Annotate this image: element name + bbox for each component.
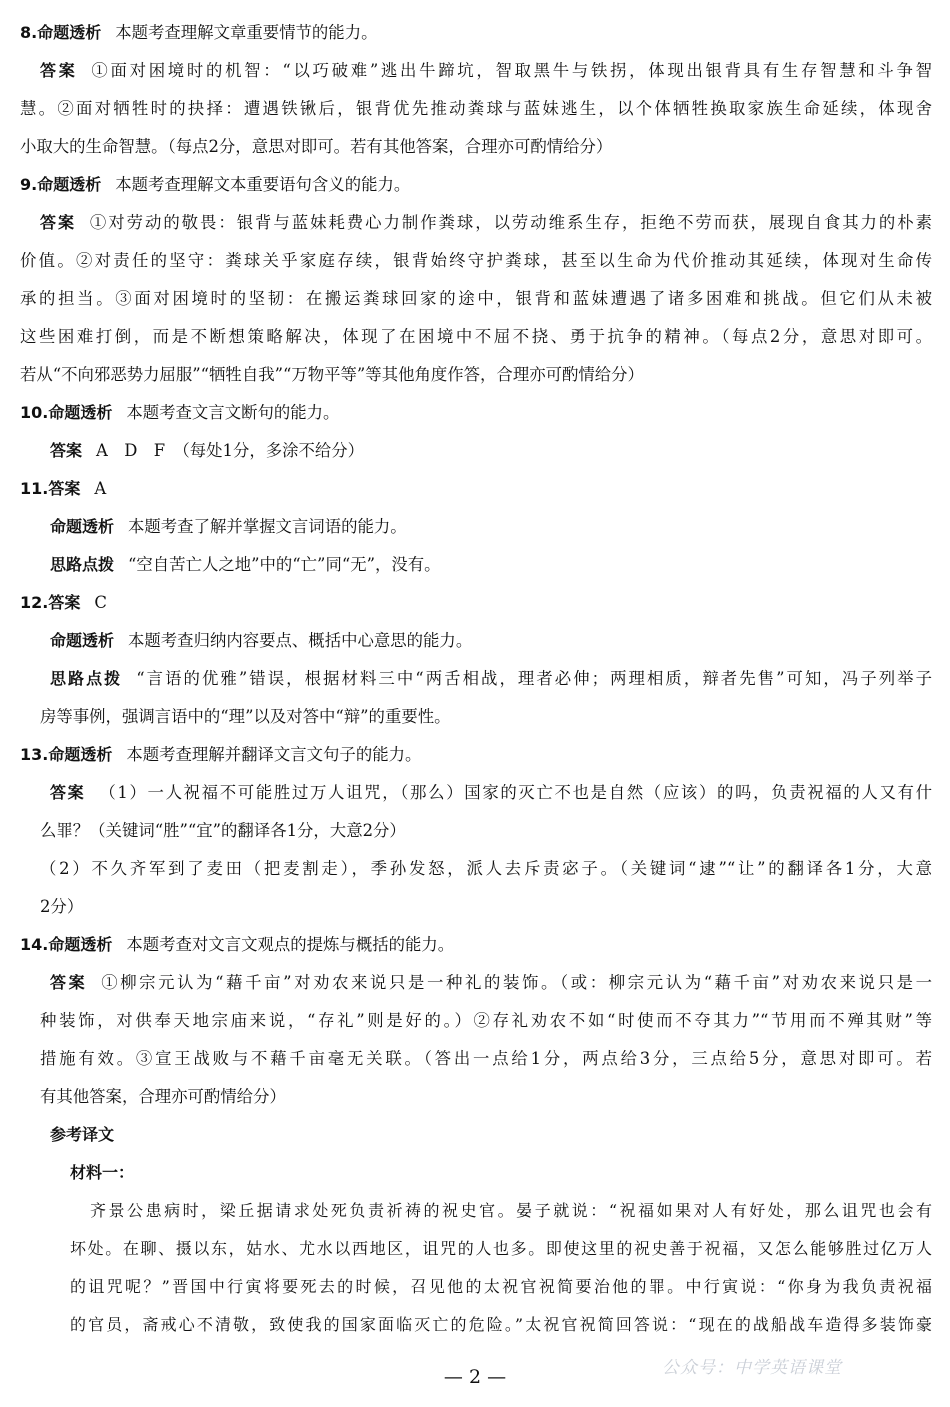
text-line	[20, 470, 932, 508]
section-label: 材料一：	[70, 1163, 135, 1182]
section-label: 答案	[40, 61, 78, 80]
question-number: 8.	[20, 23, 38, 42]
section-label: 答案	[48, 479, 81, 498]
line-text: “空自苦亡人之地”中的“亡”同“无”，没有。	[128, 555, 441, 574]
text-line	[20, 1116, 932, 1154]
section-label: 思路点拨	[50, 669, 123, 688]
text-line	[20, 774, 932, 812]
text-line	[20, 736, 932, 774]
text-line	[20, 1268, 932, 1306]
text-line	[20, 584, 932, 622]
line-text: 承的担当。③面对困境时的坚韧：在搬运粪球回家的途中，银背和蓝妹遭遇了诸多困难和挑战。但它们从未被	[20, 289, 932, 308]
text-line	[20, 1230, 932, 1268]
text-line	[20, 432, 932, 470]
text-line	[20, 1306, 932, 1344]
section-label: 命题透析	[48, 745, 113, 764]
section-label: 命题透析	[50, 517, 115, 536]
text-line	[20, 964, 932, 1002]
line-text: 措施有效。③宣王战败与不藉千亩毫无关联。（答出一点给1分，两点给3分，三点给5分，意思对即可。若	[40, 1049, 932, 1068]
text-line	[20, 926, 932, 964]
line-text: C	[94, 593, 107, 612]
section-label: 命题透析	[48, 935, 113, 954]
line-text: 本题考查了解并掌握文言词语的能力。	[128, 517, 407, 536]
line-text: 本题考查理解文本重要语句含义的能力。	[115, 175, 411, 194]
section-label: 答案	[40, 213, 76, 232]
line-text: 的官员，斋戒心不清敬，致使我的国家面临灭亡的危险。”太祝官祝简回答说：“现在的战船战车造得多装饰豪	[70, 1315, 932, 1334]
text-line	[20, 660, 932, 698]
question-number: 10.	[20, 403, 49, 422]
text-line	[20, 1002, 932, 1040]
section-label: 命题透析	[50, 631, 115, 650]
line-text: ①对劳动的敬畏：银背与蓝妹耗费心力制作粪球，以劳动维系生存，拒绝不劳而获，展现自食其力的朴素	[89, 213, 932, 232]
line-text: 坏处。在聊、摄以东，姑水、尤水以西地区，诅咒的人也多。即使这里的祝史善于祝福，又怎么能够胜过亿万人	[70, 1239, 932, 1258]
line-text: 房等事例，强调言语中的“理”以及对答中“辩”的重要性。	[40, 707, 451, 726]
question-number: 9.	[20, 175, 38, 194]
text-line	[20, 128, 932, 166]
text-line	[20, 1040, 932, 1078]
line-text: 本题考查理解文章重要情节的能力。	[115, 23, 378, 42]
line-text: 本题考查文言文断句的能力。	[126, 403, 340, 422]
line-text: （1）一人祝福不可能胜过万人诅咒，（那么）国家的灭亡不也是自然（应该）的吗，负责祝福的人又有什	[99, 783, 932, 802]
text-line	[20, 318, 932, 356]
text-line	[20, 90, 932, 128]
text-line	[20, 1192, 932, 1230]
section-label: 命题透析	[37, 175, 102, 194]
text-line	[20, 812, 932, 850]
text-line	[20, 698, 932, 736]
text-line	[20, 204, 932, 242]
text-line	[20, 14, 932, 52]
section-label: 命题透析	[37, 23, 102, 42]
line-text: A	[94, 479, 107, 498]
question-number: 14.	[20, 935, 49, 954]
line-text: 本题考查对文言文观点的提炼与概括的能力。	[126, 935, 455, 954]
line-text: A D F （每处1分，多涂不给分）	[96, 441, 365, 460]
line-text: 2分）	[40, 897, 84, 916]
text-line	[20, 280, 932, 318]
line-text: 这些困难打倒，而是不断想策略解决，体现了在困境中不屈不挠、勇于抗争的精神。（每点2分，意思对即可。	[20, 327, 932, 346]
text-line	[20, 394, 932, 432]
line-text: 价值。②对责任的坚守：粪球关乎家庭存续，银背始终守护粪球，甚至以生命为代价推动其延续，体现对生命传	[20, 251, 932, 270]
line-text: （2）不久齐军到了麦田（把麦割走），季孙发怒，派人去斥责宓子。（关键词“逮”“让”的翻译各1分，大意	[40, 859, 932, 878]
question-number: 13.	[20, 745, 49, 764]
line-text: 种装饰，对供奉天地宗庙来说，“存礼”则是好的。）②存礼劝农不如“时使而不夺其力”“节用而不殚其财”等	[40, 1011, 932, 1030]
text-line	[20, 356, 932, 394]
question-number: 11.	[20, 479, 49, 498]
section-label: 命题透析	[48, 403, 113, 422]
line-text: 本题考查归纳内容要点、概括中心意思的能力。	[128, 631, 473, 650]
line-text: ①面对困境时的机智：“以巧破难”逃出牛蹄坑，智取黑牛与铁拐，体现出银背具有生存智慧和斗争智	[91, 61, 932, 80]
text-line	[20, 888, 932, 926]
line-text: 本题考查理解并翻译文言文句子的能力。	[126, 745, 422, 764]
line-text: 慧。②面对牺牲时的抉择：遭遇铁锹后，银背优先推动粪球与蓝妹逃生，以个体牺牲换取家族生命延续，体现舍	[20, 99, 932, 118]
text-line	[20, 546, 932, 584]
text-line	[20, 1078, 932, 1116]
section-label: 思路点拨	[50, 555, 115, 574]
section-label: 答案	[50, 973, 88, 992]
line-text: 小取大的生命智慧。（每点2分，意思对即可。若有其他答案，合理亦可酌情给分）	[20, 137, 613, 156]
section-label: 参考译文	[50, 1125, 115, 1144]
text-line	[20, 166, 932, 204]
section-label: 答案	[50, 441, 83, 460]
line-text: ①柳宗元认为“藉千亩”对劝农来说只是一种礼的装饰。（或：柳宗元认为“藉千亩”对劝农来说只是一	[101, 973, 932, 992]
line-text: “言语的优雅”错误，根据材料三中“两舌相战，理者必伸；两理相质，辩者先售”可知，冯子列举子	[136, 669, 932, 688]
text-line	[20, 242, 932, 280]
text-line	[20, 52, 932, 90]
line-text: 么罪？（关键词“胜”“宜”的翻译各1分，大意2分）	[40, 821, 406, 840]
document-body	[20, 14, 932, 1344]
page-number: — 2 —	[443, 1366, 507, 1388]
line-text: 的诅咒呢？”晋国中行寅将要死去的时候，召见他的太祝官祝简要治他的罪。中行寅说：“你身为我负责祝福	[70, 1277, 932, 1296]
watermark: 公众号：中学英语课堂	[662, 1358, 842, 1378]
section-label: 答案	[50, 783, 86, 802]
text-line	[20, 850, 932, 888]
line-text: 若从“不向邪恶势力屈服”“牺牲自我”“万物平等”等其他角度作答，合理亦可酌情给分）	[20, 365, 644, 384]
text-line	[20, 622, 932, 660]
line-text: 齐景公患病时，梁丘据请求处死负责祈祷的祝史官。晏子就说：“祝福如果对人有好处，那么诅咒也会有	[90, 1201, 932, 1220]
text-line	[20, 508, 932, 546]
line-text: 有其他答案，合理亦可酌情给分）	[40, 1087, 286, 1106]
text-line	[20, 1154, 932, 1192]
section-label: 答案	[48, 593, 81, 612]
question-number: 12.	[20, 593, 49, 612]
